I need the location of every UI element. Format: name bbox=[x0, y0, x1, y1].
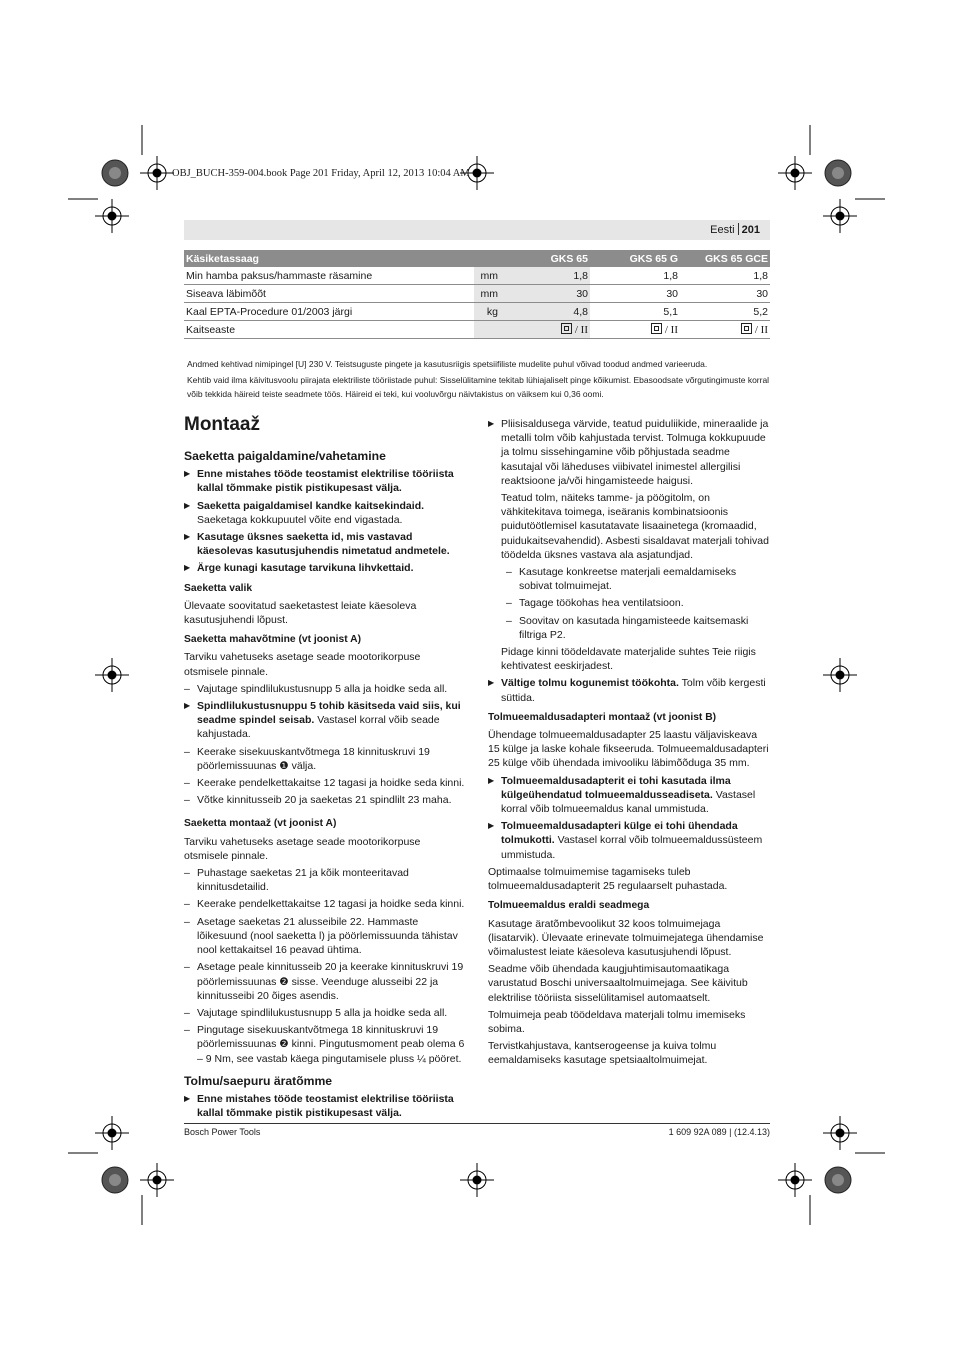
heading-dust-extraction: Tolmu/saepuru äratõmme bbox=[184, 1073, 333, 1088]
table-row: Kaitseaste / II / II / II bbox=[184, 321, 770, 339]
heading-blade-selection: Saeketta valik bbox=[184, 582, 253, 594]
table-notes: Andmed kehtivad nimipingel [U] 230 V. Teistsuguste pingete ja kasutusriigis spetsiifiliste mudelite puhul võivad toodud andmed varieeruda. Kehtib vaid ilma käivitusvoolu piirajata elektriliste tööriistade puhul: Sisselülitamine tekitab lühiajaliselt pinge kõikumist. Ebasoodsate võrgutingimuste korral võib tekkida häireid teiste seadmete töös. Häireid ei teki, kui vooluvõrgu näivtakistus on väiksem kui 0,36 oomi. bbox=[187, 359, 770, 399]
safety-bullet: ▶ Enne mistahes tööde teostamist elektrilise tööriista kallal tõmmake pistik pistikupesast välja. bbox=[184, 467, 466, 495]
section-title: Montaaž bbox=[184, 414, 260, 435]
safety-bullet: ▶ Pliisisaldusega värvide, teatud puiduliikide, mineraalide ja metalli tolm võib kahjustada tervist. Tolmuga kokkupuude ja tolmu sissehingamine võib põhjustada seadme kasutajal või läheduses viibivatel inimestel allergilisi reaktsioone ja/või hingamisteede haigusi. bbox=[488, 417, 770, 488]
list-item: – Soovitav on kasutada hingamisteede kaitsemaski filtriga P2. bbox=[488, 614, 770, 642]
footer-docnumber: 1 609 92A 089 | (12.4.13) bbox=[668, 1127, 770, 1137]
safety-bullet: ▶ Vältige tolmu kogunemist töökohta. Tolm võib kergesti süttida. bbox=[488, 676, 770, 704]
heading-blade-change: Saeketta paigaldamine/vahetamine bbox=[184, 449, 386, 463]
heading-blade-mounting: Saeketta montaaž (vt joonist A) bbox=[184, 818, 337, 830]
safety-bullet: ▶ Tolmueemaldusadapteri külge ei tohi ühendada tolmukotti. Vastasel korral võib tolmueemaldussüsteem ummistuda. bbox=[488, 819, 770, 862]
spec-table-header: Käsiketassaag GKS 65 GKS 65 G GKS 65 GCE bbox=[184, 250, 770, 267]
heading-blade-removal: Saeketta mahavõtmine (vt joonist A) bbox=[184, 634, 361, 646]
list-item: – Keerake pendelkettakaitse 12 tagasi ja hoidke seda kinni. bbox=[184, 776, 466, 790]
list-item: – Pingutage sisekuuskantvõtmega 18 kinnituskruvi 19 pöörlemissuunas ❷ kinni. Pingutusmoment peab olema 6 – 9 Nm, see vastab käega pingutamisele pluss ¼ pööret. bbox=[184, 1023, 466, 1066]
list-item: – Vajutage spindlilukustusnupp 5 alla ja hoidke seda all. bbox=[184, 682, 466, 696]
safety-bullet: ▶ Saeketta paigaldamisel kandke kaitsekindaid. Saeketaga kokkupuutel võite end vigastada. bbox=[184, 499, 466, 527]
list-item: – Asetage saeketas 21 alusseibile 22. Hammaste lõikesuund (nool saeketta l) ja pöörlemissuunda tähistav nool kettakaitsel 16 peavad ühtima. bbox=[184, 915, 466, 958]
right-column: ▶ Pliisisaldusega värvide, teatud puiduliikide, mineraalide ja metalli tolm võib kahjustada tervist. Tolmuga kokkupuude ja tolmu sissehingamine võib põhjustada seadme kasutajal või läheduses viibivatel inimestel allergilisi reaktsioone ja/või hingamisteede haigusi. Teatud tolm, näiteks tamme- ja pöögitolm, on vähkitekitava toimega, iseäranis kombinatsioonis puidutöötlemisel kasutatavate lisaainetega (kromaadid, puidukaitsevahendid). Asbesti sisaldavat materjali tohivad töödelda üksnes vastava ala asjatundjad. – Kasutage konkreetse materjali eemaldamiseks sobivat tolmuimejat. – Tagage töökohas hea ventilatsioon. – Soovitav on kasutada hingamisteede kaitsemaski filtriga P2. Pidage kinni töödeldavate materjalide suhtes Teie riigis kehtivatest eeskirjadest. ▶ Vältige tolmu kogunemist töökohta. Tolm võib kergesti süttida. Tolmueemaldusadapteri montaaž (vt joonist B) Ühendage tolmueemaldusadapter 25 laastu väljaviskeava 15 külge ja laske kohale fikseeruda. Tolmueemaldusadapteri 25 külge võib ühendada imivooliku läbimõõduga 35 mm. ▶ Tolmueemaldusadapterit ei tohi kasutada ilma külgeühendatud tolmueemaldusseadiseta. Vastasel korral võib tolmueemaldus kanal ummistuda. ▶ Tolmueemaldusadapteri külge ei tohi ühendada tolmukotti. Vastasel korral võib tolmueemaldussüsteem ummistuda. Optimaalse tolmuimemise tagamiseks tuleb tolmueemaldusadapterit 25 regulaarselt puhastada. Tolmueemaldus eraldi seadmega Kasutage äratõmbevoolikut 32 koos tolmuimejaga (lisatarvik). Ülevaate erinevate tolmuimejatega ühendamise võimalustest leiate käesoleva kasutusjuhendi lõpust. Seadme võib ühendada kaugjuhtimisautomaatikaga varustatud Boschi universaaltolmuimejaga. See käivitub elektrilise tööriista sisselülitamisel automaatselt. Tolmuimeja peab töödeldava materjali tolmu imemiseks sobima. Tervistkahjustava, kantserogeense ja kuiva tolmu eemaldamiseks kasutage spetsiaaltolmuimejat. bbox=[488, 417, 770, 1071]
protection-class-icon bbox=[561, 323, 572, 334]
page-number: Eesti 201 bbox=[710, 224, 760, 236]
heading-adapter-mounting: Tolmueemaldusadapteri montaaž (vt joonist B) bbox=[488, 711, 717, 723]
safety-bullet: ▶ Enne mistahes tööde teostamist elektrilise tööriista kallal tõmmake pistik pistikupesast välja. bbox=[184, 1092, 466, 1120]
list-item: – Tagage töökohas hea ventilatsioon. bbox=[488, 596, 770, 610]
safety-bullet: ▶ Kasutage üksnes saeketta id, mis vastavad käesolevas kasutusjuhendis nimetatud andmetele. bbox=[184, 530, 466, 558]
left-column: Saeketta paigaldamine/vahetamine ▶ Enne mistahes tööde teostamist elektrilise tööriista kallal tõmmake pistik pistikupesast välja. ▶ Saeketta paigaldamisel kandke kaitsekindaid. Saeketaga kokkupuutel võite end vigastada. ▶ Kasutage üksnes saeketta id, mis vastavad käesolevas kasutusjuhendis nimetatud andmetele. ▶ Ärge kunagi kasutage tarvikuna lihvkettaid. Saeketta valik Ülevaate soovitatud saeketastest leiate käesoleva kasutusjuhendi lõpust. Saeketta mahavõtmine (vt joonist A) Tarviku vahetuseks asetage seade mootorikorpuse otsmisele pinnale. – Vajutage spindlilukustusnupp 5 alla ja hoidke seda all. ▶ Spindlilukustusnuppu 5 tohib käsitseda vaid siis, kui seadme spindel seisab. Vastasel korral võib seade kahjustada. – Keerake sisekuuskantvõtmega 18 kinnituskruvi 19 pöörlemissuunas ❶ välja. – Keerake pendelkettakaitse 12 tagasi ja hoidke seda kinni. – Võtke kinnitusseib 20 ja saeketas 21 spindlilt 23 maha. Saeketta montaaž (vt joonist A) Tarviku vahetuseks asetage seade mootorikorpuse otsmisele pinnale. – Puhastage saeketas 21 ja kõik monteeritavad kinnitusdetailid. – Keerake pendelkettakaitse 12 tagasi ja hoidke seda kinni. – Asetage saeketas 21 alusseibile 22. Hammaste lõikesuund (nool saeketta l) ja pöörlemissuunda tähistav nool kettakaitsel 16 peavad ühtima. – Asetage peale kinnitusseib 20 ja keerake kinnituskruvi 19 pöörlemissuunas ❷ sisse. Veenduge alusseibi 22 ja kinnitusseibi 20 õiges asendis. – Vajutage spindlilukustusnupp 5 alla ja hoidke seda all. – Pingutage sisekuuskantvõtmega 18 kinnituskruvi 19 pöörlemissuunas ❷ kinni. Pingutusmoment peab olema 6 – 9 Nm, see vastab käega pingutamisele pluss ¼ pööret. Tolmu/saepuru äratõmme ▶ Enne mistahes tööde teostamist elektrilise tööriista kallal tõmmake pistik pistikupesast välja. bbox=[184, 449, 466, 1123]
list-item: – Kasutage konkreetse materjali eemaldamiseks sobivat tolmuimejat. bbox=[488, 565, 770, 593]
table-row: Siseava läbimõõt mm 30 30 30 bbox=[184, 285, 770, 303]
list-item: – Asetage peale kinnitusseib 20 ja keerake kinnituskruvi 19 pöörlemissuunas ❷ sisse. Veenduge alusseibi 22 ja kinnitusseibi 20 õiges asendis. bbox=[184, 960, 466, 1003]
table-row: Min hamba paksus/hammaste räsamine mm 1,8 1,8 1,8 bbox=[184, 267, 770, 285]
footer-brand: Bosch Power Tools bbox=[184, 1127, 261, 1137]
list-item: – Võtke kinnitusseib 20 ja saeketas 21 spindlilt 23 maha. bbox=[184, 793, 466, 807]
heading-external-extraction: Tolmueemaldus eraldi seadmega bbox=[488, 900, 650, 912]
page-header bbox=[184, 220, 770, 240]
safety-bullet: ▶ Ärge kunagi kasutage tarvikuna lihvkettaid. bbox=[184, 561, 466, 575]
list-item: – Puhastage saeketas 21 ja kõik monteeritavad kinnitusdetailid. bbox=[184, 866, 466, 894]
list-item: – Keerake sisekuuskantvõtmega 18 kinnituskruvi 19 pöörlemissuunas ❶ välja. bbox=[184, 745, 466, 773]
safety-bullet: ▶ Tolmueemaldusadapterit ei tohi kasutada ilma külgeühendatud tolmueemaldusseadiseta. Vastasel korral võib tolmueemaldus kanal ummistuda. bbox=[488, 774, 770, 817]
list-item: – Vajutage spindlilukustusnupp 5 alla ja hoidke seda all. bbox=[184, 1006, 466, 1020]
table-row: Kaal EPTA-Procedure 01/2003 järgi kg 4,8 5,1 5,2 bbox=[184, 303, 770, 321]
spec-table bbox=[184, 250, 770, 339]
list-item: – Keerake pendelkettakaitse 12 tagasi ja hoidke seda kinni. bbox=[184, 897, 466, 911]
safety-bullet: ▶ Spindlilukustusnuppu 5 tohib käsitseda vaid siis, kui seadme spindel seisab. Vastasel korral võib seade kahjustada. bbox=[184, 699, 466, 742]
footer-rule bbox=[184, 1123, 770, 1124]
book-slug: OBJ_BUCH-359-004.book Page 201 Friday, April 12, 2013 10:04 AM bbox=[172, 168, 470, 179]
protection-class-icon bbox=[651, 323, 662, 334]
protection-class-icon bbox=[741, 323, 752, 334]
